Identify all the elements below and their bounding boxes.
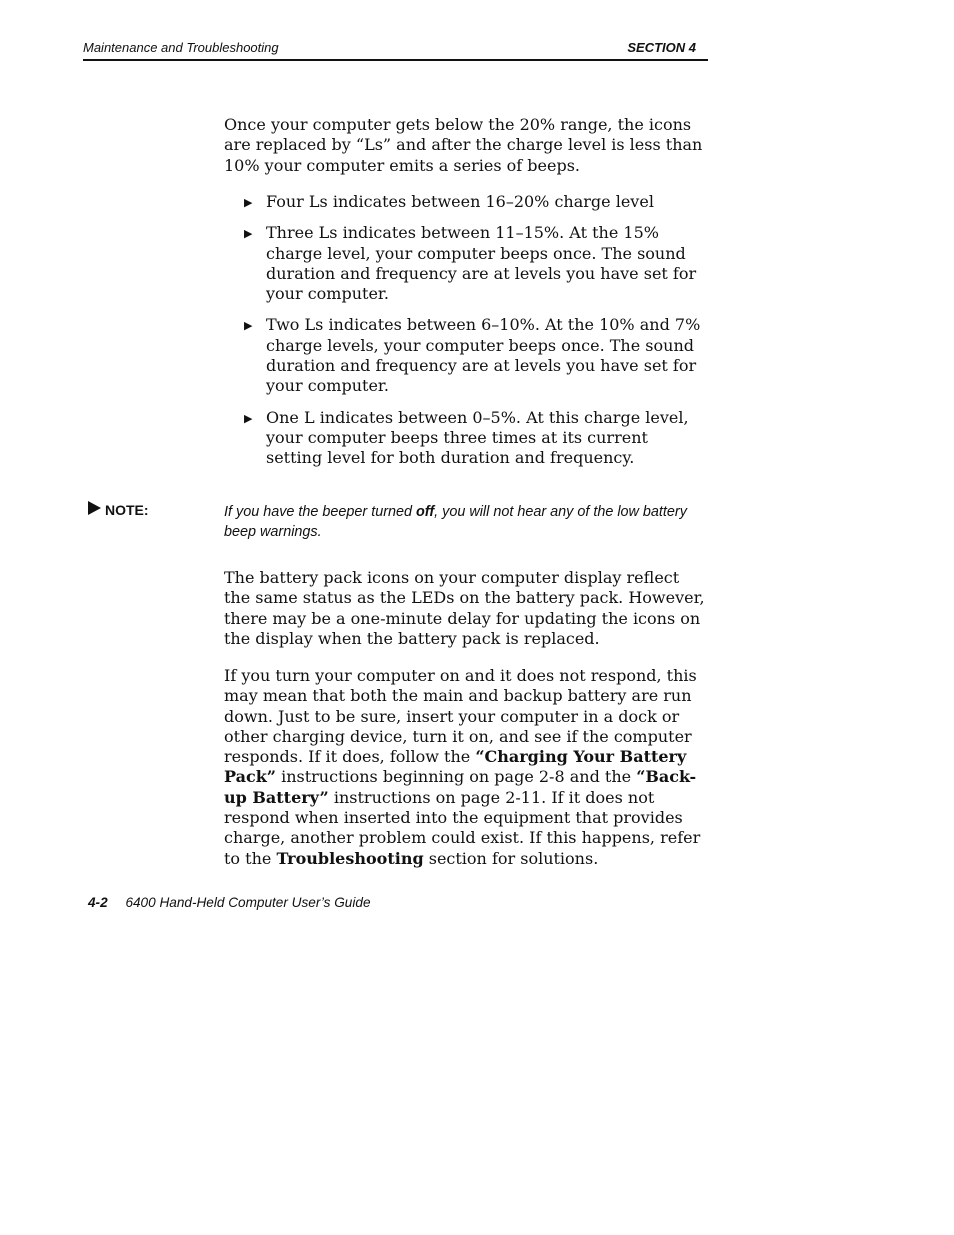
note-text [224,503,694,542]
respond-text-2: instructions beginning on page 2-8 and the [276,767,637,787]
troubleshooting-reference: Troubleshooting [276,848,424,868]
bullet-triangle-icon: ▶ [244,319,253,333]
bullet-triangle-icon: ▶ [244,196,253,209]
backup-battery-reference: “Back-up Battery” [224,767,697,807]
section-label: SECTION 4 [627,40,696,55]
list-item [244,408,708,469]
note-label [88,502,149,518]
list-item [244,223,708,304]
list-item-text: Four Ls indicates between 16–20% charge level [266,192,654,211]
note-emphasis: off [416,504,435,520]
running-header [83,38,708,61]
note-label-text: NOTE: [105,502,149,518]
list-item [244,315,708,396]
respond-text-4: section for solutions. [423,848,599,868]
respond-paragraph [224,666,708,869]
list-item-text: One L indicates between 0–5%. At this charge level, your computer beeps three times at its current setting level for both duration and frequency. [266,407,689,468]
note-text-after: , you will not hear any of the low battery beep warnings. [224,504,687,540]
bullet-triangle-icon: ▶ [244,227,253,241]
page-number: 4-2 [88,895,108,910]
guide-title: 6400 Hand-Held Computer User’s Guide [125,895,371,910]
page-footer [88,895,371,910]
intro-paragraph: Once your computer gets below the 20% range, the icons are replaced by “Ls” and after the charge level is less than 10% your computer emits a series of beeps. [224,115,703,175]
list-item-text: Three Ls indicates between 11–15%. At the 15% charge level, your computer beeps once. The sound duration and frequency are at levels you have set for your computer. [266,223,697,304]
respond-text-1: If you turn your computer on and it does not respond, this may mean that both the main and backup battery are run down. Just to be sure, insert your computer in a dock or other charging device, turn it on, and see if the computer responds. If it does, follow the [224,666,697,767]
list-item-text: Two Ls indicates between 6–10%. At the 10% and 7% charge levels, your computer beeps once. The sound duration and frequency are at levels you have set for your computer. [266,315,701,396]
charge-level-list [244,192,708,480]
charging-battery-reference: “Charging Your Battery Pack” [224,747,687,787]
respond-text-3: instructions on page 2-11. If it does not respond when inserted into the equipment that provides charge, another problem could exist. If this happens, refer to the [224,787,701,868]
chapter-title: Maintenance and Troubleshooting [83,40,279,55]
bullet-triangle-icon: ▶ [244,411,253,425]
note-text-before: If you have the beeper turned [224,504,417,520]
note-triangle-icon [88,501,101,515]
status-paragraph: The battery pack icons on your computer display reflect the same status as the LEDs on the battery pack. However, there may be a one-minute delay for updating the icons on the display when the battery pack is replaced. [224,568,705,648]
list-item [244,192,708,212]
